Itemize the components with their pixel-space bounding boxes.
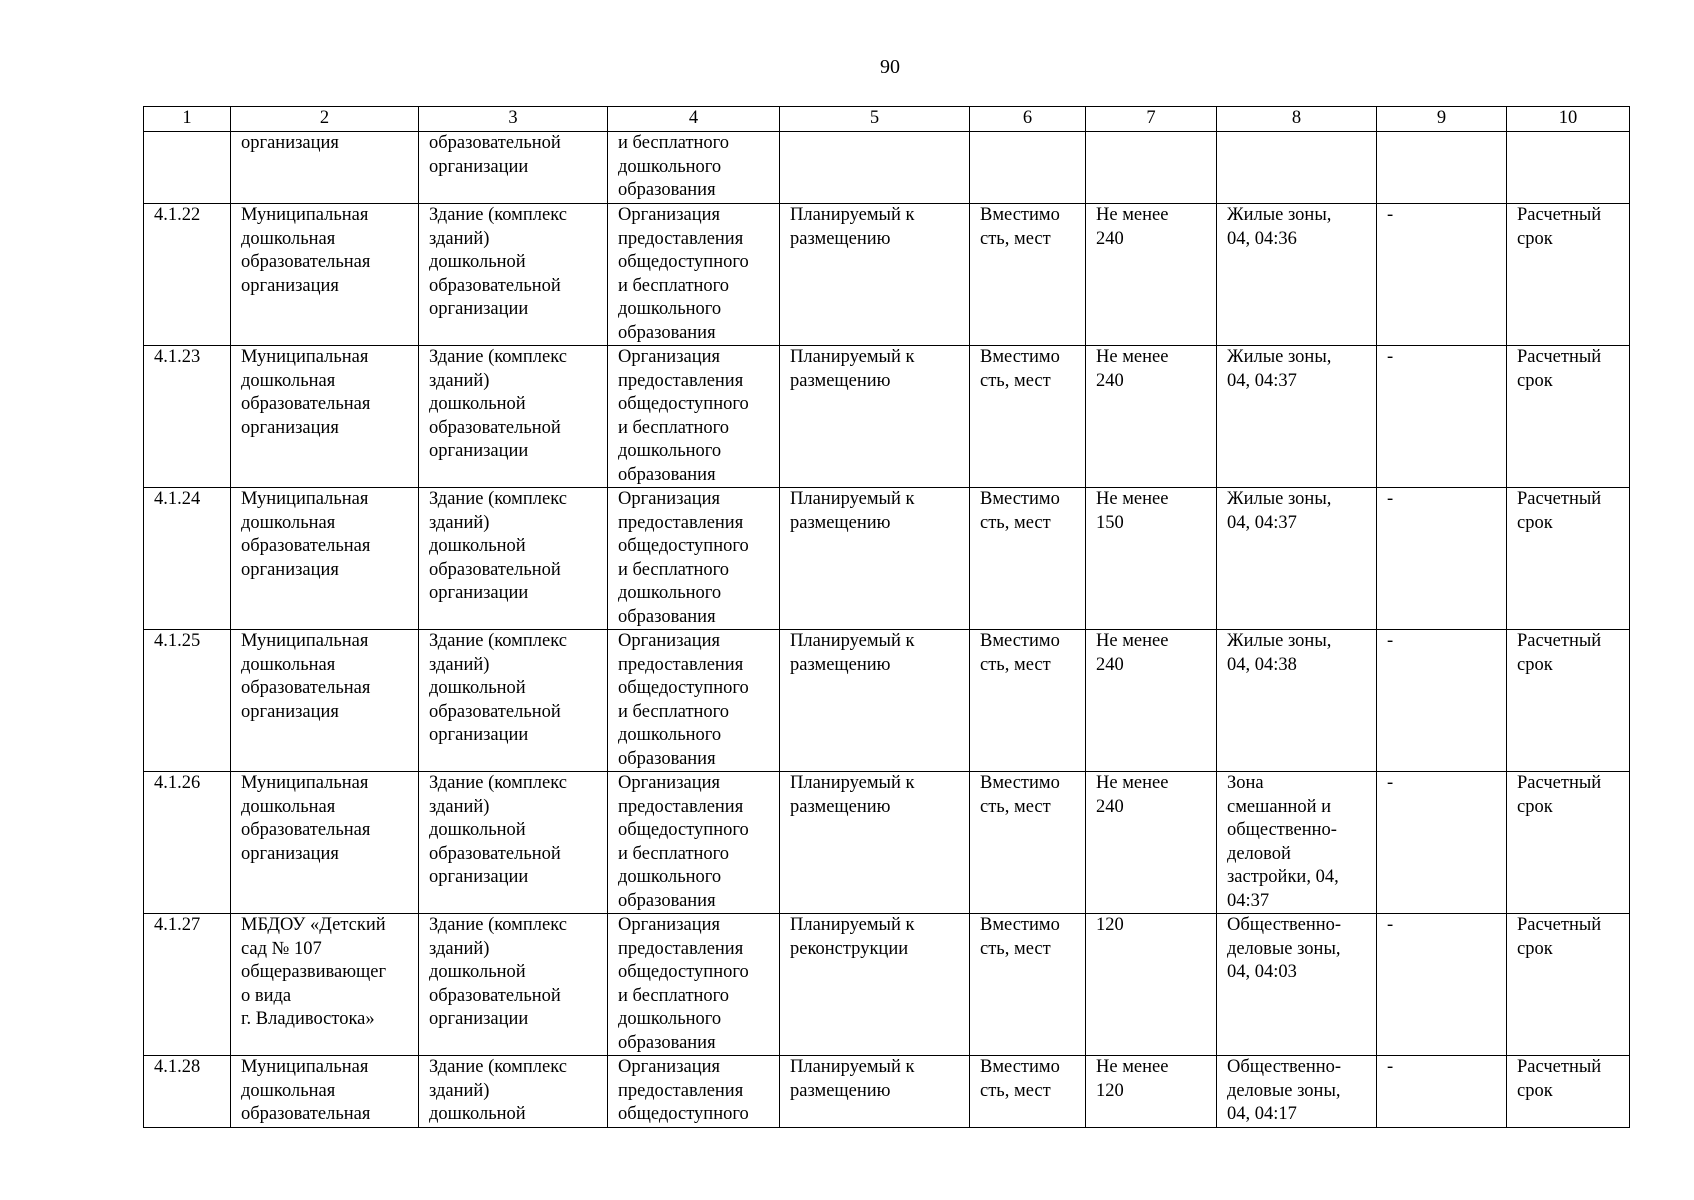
value: Не менее 240: [1086, 204, 1217, 346]
status: Планируемый к размещению: [780, 204, 970, 346]
facility-name: Муниципальная дошкольная образовательная: [231, 1056, 419, 1128]
table-cell: и бесплатного дошкольного образования: [608, 132, 780, 204]
object-type: Здание (комплекс зданий) дошкольной образовательной организации: [419, 630, 608, 772]
term: Расчетный срок: [1507, 1056, 1630, 1128]
zone: Жилые зоны, 04, 04:37: [1217, 346, 1377, 488]
purpose: Организация предоставления общедоступного и бесплатного дошкольного образования: [608, 630, 780, 772]
object-type: Здание (комплекс зданий) дошкольной образовательной организации: [419, 488, 608, 630]
facility-name: Муниципальная дошкольная образовательная организация: [231, 630, 419, 772]
parameter: Вместимо сть, мест: [970, 772, 1086, 914]
facility-name: Муниципальная дошкольная образовательная организация: [231, 204, 419, 346]
object-type: Здание (комплекс зданий) дошкольной образовательной организации: [419, 914, 608, 1056]
status: Планируемый к размещению: [780, 630, 970, 772]
facility-name: МБДОУ «Детский сад № 107 общеразвивающег о вида г. Владивостока»: [231, 914, 419, 1056]
column-9-value: -: [1377, 488, 1507, 630]
status: Планируемый к размещению: [780, 346, 970, 488]
table-cell: [144, 132, 231, 204]
column-header: 8: [1217, 107, 1377, 132]
value: Не менее 240: [1086, 346, 1217, 488]
table-row: [144, 346, 1630, 488]
column-header: 7: [1086, 107, 1217, 132]
status: Планируемый к размещению: [780, 1056, 970, 1128]
object-type: Здание (комплекс зданий) дошкольной образовательной организации: [419, 772, 608, 914]
column-header: 4: [608, 107, 780, 132]
facilities-table: [143, 106, 1630, 1128]
parameter: Вместимо сть, мест: [970, 630, 1086, 772]
table-cell: [1507, 132, 1630, 204]
object-type: Здание (комплекс зданий) дошкольной образовательной организации: [419, 204, 608, 346]
table-cell: [1086, 132, 1217, 204]
column-header: 5: [780, 107, 970, 132]
status: Планируемый к размещению: [780, 772, 970, 914]
object-type: Здание (комплекс зданий) дошкольной образовательной организации: [419, 346, 608, 488]
row-number: 4.1.22: [144, 204, 231, 346]
term: Расчетный срок: [1507, 346, 1630, 488]
term: Расчетный срок: [1507, 204, 1630, 346]
table-cell: [1217, 132, 1377, 204]
zone: Общественно- деловые зоны, 04, 04:17: [1217, 1056, 1377, 1128]
zone: Зона смешанной и общественно- деловой застройки, 04, 04:37: [1217, 772, 1377, 914]
column-9-value: -: [1377, 630, 1507, 772]
column-header: 1: [144, 107, 231, 132]
column-header: 3: [419, 107, 608, 132]
column-9-value: -: [1377, 914, 1507, 1056]
parameter: Вместимо сть, мест: [970, 346, 1086, 488]
row-number: 4.1.24: [144, 488, 231, 630]
page-number: 90: [880, 56, 900, 78]
table-cell: образовательной организации: [419, 132, 608, 204]
row-number: 4.1.23: [144, 346, 231, 488]
row-number: 4.1.28: [144, 1056, 231, 1128]
column-9-value: -: [1377, 1056, 1507, 1128]
table-cell: [970, 132, 1086, 204]
purpose: Организация предоставления общедоступного: [608, 1056, 780, 1128]
value: Не менее 150: [1086, 488, 1217, 630]
column-9-value: -: [1377, 346, 1507, 488]
row-number: 4.1.27: [144, 914, 231, 1056]
table-row: [144, 772, 1630, 914]
table-row: [144, 630, 1630, 772]
purpose: Организация предоставления общедоступного и бесплатного дошкольного образования: [608, 772, 780, 914]
value: 120: [1086, 914, 1217, 1056]
value: Не менее 240: [1086, 630, 1217, 772]
column-header: 10: [1507, 107, 1630, 132]
table-cell: [780, 132, 970, 204]
purpose: Организация предоставления общедоступного и бесплатного дошкольного образования: [608, 914, 780, 1056]
column-9-value: -: [1377, 772, 1507, 914]
parameter: Вместимо сть, мест: [970, 914, 1086, 1056]
table-cell: организация: [231, 132, 419, 204]
table-row: [144, 204, 1630, 346]
continuation-row: [144, 132, 1630, 204]
facility-name: Муниципальная дошкольная образовательная организация: [231, 772, 419, 914]
parameter: Вместимо сть, мест: [970, 204, 1086, 346]
purpose: Организация предоставления общедоступного и бесплатного дошкольного образования: [608, 488, 780, 630]
value: Не менее 240: [1086, 772, 1217, 914]
zone: Жилые зоны, 04, 04:38: [1217, 630, 1377, 772]
row-number: 4.1.26: [144, 772, 231, 914]
status: Планируемый к размещению: [780, 488, 970, 630]
table-row: [144, 914, 1630, 1056]
column-header: 9: [1377, 107, 1507, 132]
term: Расчетный срок: [1507, 914, 1630, 1056]
status: Планируемый к реконструкции: [780, 914, 970, 1056]
zone: Общественно- деловые зоны, 04, 04:03: [1217, 914, 1377, 1056]
value: Не менее 120: [1086, 1056, 1217, 1128]
column-header: 6: [970, 107, 1086, 132]
parameter: Вместимо сть, мест: [970, 488, 1086, 630]
column-number-header-row: [144, 107, 1630, 132]
facility-name: Муниципальная дошкольная образовательная организация: [231, 346, 419, 488]
object-type: Здание (комплекс зданий) дошкольной: [419, 1056, 608, 1128]
row-number: 4.1.25: [144, 630, 231, 772]
table-cell: [1377, 132, 1507, 204]
table-row: [144, 488, 1630, 630]
purpose: Организация предоставления общедоступного и бесплатного дошкольного образования: [608, 204, 780, 346]
table-row: [144, 1056, 1630, 1128]
term: Расчетный срок: [1507, 772, 1630, 914]
parameter: Вместимо сть, мест: [970, 1056, 1086, 1128]
term: Расчетный срок: [1507, 488, 1630, 630]
column-9-value: -: [1377, 204, 1507, 346]
term: Расчетный срок: [1507, 630, 1630, 772]
purpose: Организация предоставления общедоступного и бесплатного дошкольного образования: [608, 346, 780, 488]
zone: Жилые зоны, 04, 04:37: [1217, 488, 1377, 630]
facility-name: Муниципальная дошкольная образовательная организация: [231, 488, 419, 630]
zone: Жилые зоны, 04, 04:36: [1217, 204, 1377, 346]
column-header: 2: [231, 107, 419, 132]
